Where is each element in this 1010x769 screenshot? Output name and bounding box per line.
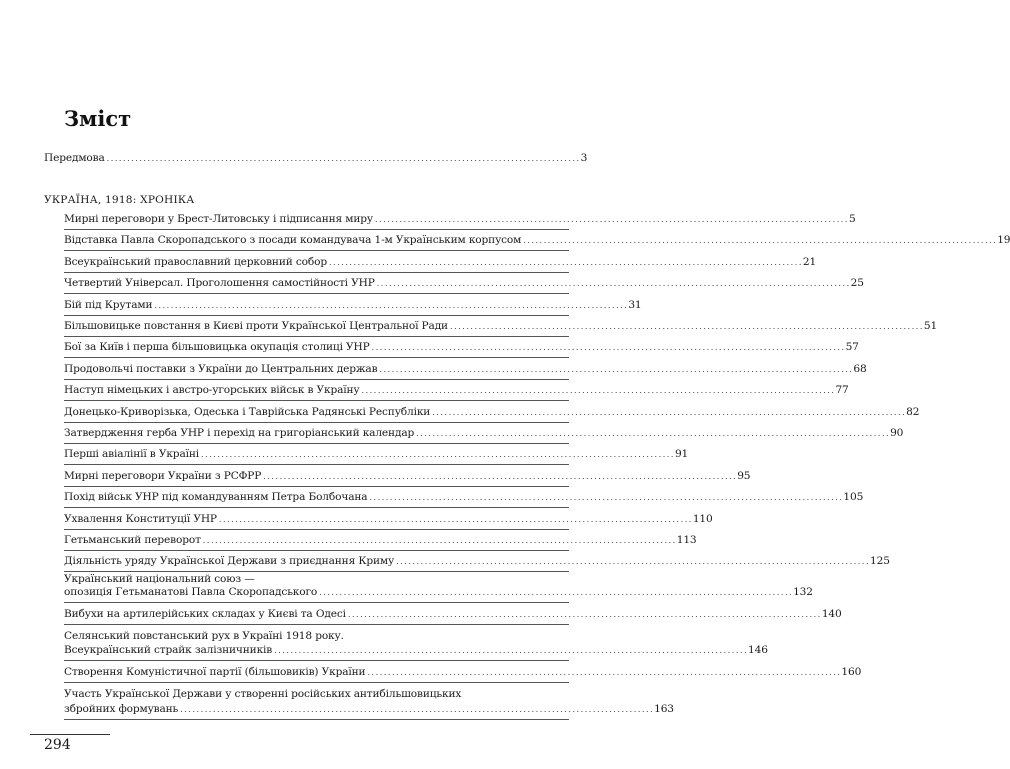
section-heading: УКРАЇНА, 1918: ХРОНІКА [44,194,195,206]
toc-entry-label: Затвердження герба УНР і перехід на григоріанський календар [64,427,415,439]
leader-dots [375,213,847,226]
entry-divider [64,293,569,294]
toc-entry[interactable] [64,320,938,333]
toc-entry-label: Бій під Крутами [64,299,153,311]
leader-dots [432,406,904,419]
entry-divider [64,379,569,380]
leader-dots [219,513,691,526]
entry-divider [64,422,569,423]
toc-entry-line2 [64,703,674,716]
entry-divider [64,719,569,720]
toc-entry-page: 82 [906,406,920,418]
leader-dots [203,534,675,547]
toc-entry-label: Відставка Павла Скоропадського з посади командувача 1-м Українським корпусом [64,234,522,246]
entry-divider [64,336,569,337]
leader-dots [348,608,820,621]
toc-entry-page: 19 [997,234,1010,246]
toc-entry-label: Передмова [44,152,105,164]
toc-entry-label: Бої за Київ і перша більшовицька окупація столиці УНР [64,341,370,353]
entry-divider [64,624,569,625]
toc-entry-label-line1: Селянський повстанський рух в Україні 1918 року. [64,630,344,642]
toc-entry[interactable] [64,277,864,290]
toc-entry[interactable] [64,299,642,312]
toc-entry[interactable] [64,513,713,526]
toc-entry-label: Створення Комуністичної партії (більшовиків) України [64,666,366,678]
toc-entry-label: Продовольчі поставки з України до Центральних держав [64,363,378,375]
entry-divider [64,682,569,683]
leader-dots [329,256,801,269]
toc-entry-line [64,608,842,621]
toc-entry[interactable] [64,406,920,419]
toc-entry-label-line1: Участь Української Держави у створенні російських антибільшовицьких [64,688,462,700]
leader-dots [450,320,922,333]
toc-entry-page: 51 [923,320,938,332]
entry-divider [64,315,569,316]
entry-divider [64,571,569,572]
toc-entry-page: 21 [802,256,817,268]
toc-entry-page: 90 [890,427,904,439]
toc-entry[interactable] [64,470,751,483]
leader-dots [416,427,888,440]
footer-rule [30,734,110,735]
toc-entry-page: 57 [845,341,859,353]
toc-entry-label: Вибухи на артилерійських складах у Києві та Одесі [64,608,346,620]
leader-dots [201,448,673,461]
toc-entry[interactable] [64,448,689,461]
leader-dots [369,491,841,504]
toc-entry-label: Більшовицьке повстання в Києві проти Української Центральної Ради [64,320,448,332]
leader-dots [319,586,791,599]
toc-entry-label: Наступ німецьких і австро-угорських військ в Україну [64,384,360,396]
toc-entry-label-line2: збройних формувань [64,703,179,715]
toc-entry-page: 3 [580,152,588,164]
entry-divider [64,660,569,661]
entry-divider [64,357,569,358]
toc-entry-line2 [64,586,813,599]
entry-divider [64,507,569,508]
toc-entry-page: 5 [848,213,856,225]
leader-dots [107,152,579,165]
toc-entry-label: Ухвалення Конституції УНР [64,513,217,525]
leader-dots [362,384,834,397]
toc-entry[interactable] [64,234,1010,247]
toc-entry[interactable] [64,341,859,354]
entry-divider [64,272,569,273]
toc-entry-line [64,666,862,679]
entry-divider [64,443,569,444]
leader-dots [523,234,995,247]
toc-entry-label: Донецько-Криворізька, Одеська і Таврійська Радянські Республіки [64,406,431,418]
toc-entry-label-line2: опозиція Гетьманатові Павла Скоропадського [64,586,318,598]
leader-dots [372,341,844,354]
entry-divider [64,550,569,551]
toc-entry-page: 132 [793,586,813,598]
entry-divider [64,229,569,230]
leader-dots [154,299,626,312]
toc-entry[interactable] [64,213,856,226]
toc-entry-label: Четвертий Універсал. Проголошення самостійності УНР [64,277,375,289]
entry-divider [64,464,569,465]
leader-dots [377,277,849,290]
toc-entry[interactable] [64,534,697,547]
toc-entry-page: 113 [676,534,697,546]
toc-entry-label: Всеукраїнський православний церковний собор [64,256,327,268]
toc-entry-label: Перші авіалінії в Україні [64,448,199,460]
toc-entry[interactable] [64,256,817,269]
entry-divider [64,602,569,603]
toc-entry-page: 146 [748,644,768,656]
toc-entry-preface[interactable] [44,152,588,165]
toc-entry-label: Мирні переговори у Брест-Литовську і підписання миру [64,213,373,225]
leader-dots [367,666,839,679]
toc-entry-page: 140 [821,608,842,620]
toc-entry-page: 68 [853,363,867,375]
leader-dots [263,470,735,483]
toc-entry-page: 31 [628,299,642,311]
entry-divider [64,486,569,487]
toc-entry[interactable] [64,427,904,440]
toc-entry-page: 91 [674,448,689,460]
toc-entry-page: 110 [692,513,713,525]
entry-divider [64,250,569,251]
toc-entry-page: 105 [843,491,864,503]
leader-dots [274,644,746,657]
toc-entry-label-line2: Всеукраїнський страйк залізничників [64,644,273,656]
leader-dots [180,703,652,716]
toc-entry-label: Гетьманський переворот [64,534,201,546]
page-title: Зміст [64,106,132,131]
page-number: 294 [44,737,71,753]
toc-entry-label: Похід військ УНР під командуванням Петра Болбочана [64,491,368,503]
leader-dots [396,555,868,568]
toc-entry-page: 25 [850,277,864,289]
toc-entry-label: Мирні переговори України з РСФРР [64,470,262,482]
entry-divider [64,400,569,401]
toc-entry-page: 160 [841,666,862,678]
toc-entry[interactable] [64,491,864,504]
toc-entry-label: Діяльність уряду Української Держави з приєднання Криму [64,555,395,567]
toc-entry-line2 [64,644,768,657]
toc-entry-page: 95 [737,470,751,482]
toc-entry-page: 163 [654,703,674,715]
toc-entry[interactable] [64,363,867,376]
toc-entry-page: 77 [835,384,849,396]
leader-dots [379,363,851,376]
toc-entry[interactable] [64,384,849,397]
toc-entry-page: 125 [870,555,890,567]
toc-entry[interactable] [64,555,890,568]
entry-divider [64,529,569,530]
toc-entry-label-line1: Український національний союз — [64,573,255,585]
